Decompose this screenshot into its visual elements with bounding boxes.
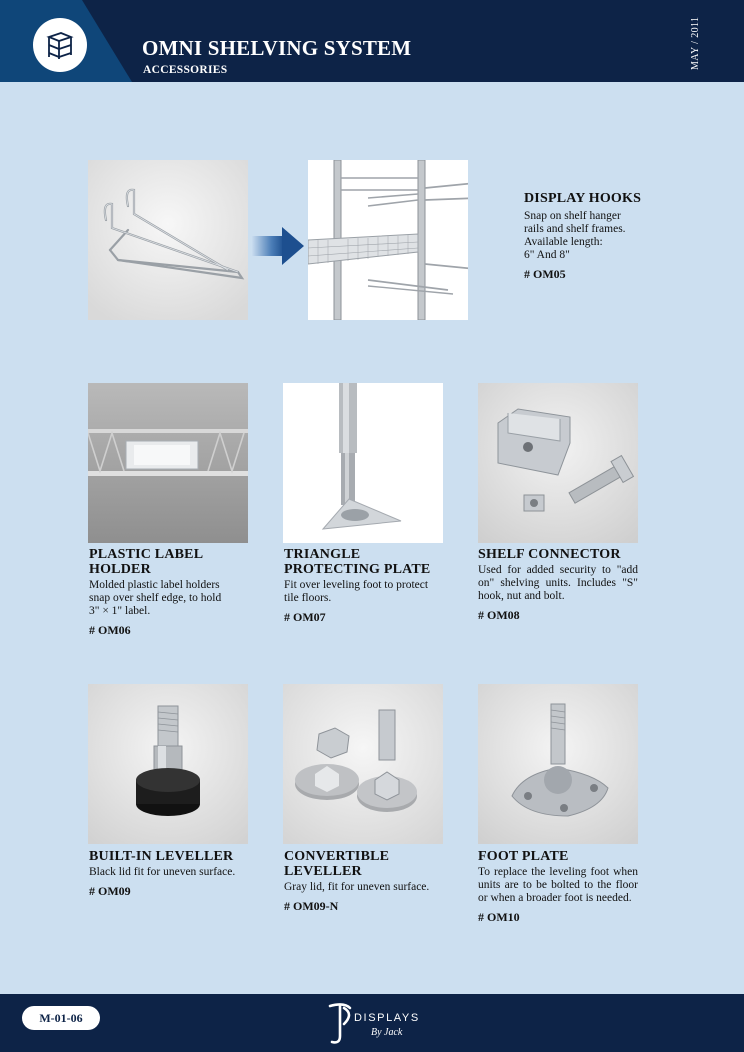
description-line: Available length: bbox=[524, 236, 603, 248]
page-code-badge: M-01-06 bbox=[22, 1006, 100, 1030]
shelving-unit-icon bbox=[45, 29, 75, 61]
product-code: # OM06 bbox=[89, 623, 131, 637]
title-line: TRIANGLE bbox=[284, 547, 361, 562]
description-line: tile floors. bbox=[284, 592, 332, 604]
product-code: # OM09 bbox=[89, 884, 131, 898]
product-description: Black lid fit for uneven surface. bbox=[89, 866, 236, 878]
product-code: # OM09-N bbox=[284, 899, 339, 913]
product-om09 bbox=[89, 849, 254, 899]
title-line: HOLDER bbox=[89, 562, 151, 577]
product-title bbox=[284, 849, 449, 879]
product-om09-n bbox=[284, 849, 449, 914]
product-om05 bbox=[524, 191, 724, 282]
brand-tagline: By Jack bbox=[371, 1027, 403, 1038]
triangle-protecting-plate-photo bbox=[283, 383, 443, 543]
title-line: CONVERTIBLE bbox=[284, 849, 390, 864]
product-title: SHELF CONNECTOR bbox=[478, 547, 621, 562]
product-title bbox=[284, 547, 454, 577]
product-code: # OM07 bbox=[284, 610, 326, 624]
built-in-leveller-photo bbox=[88, 684, 248, 844]
display-hook-photo bbox=[88, 160, 248, 320]
product-title bbox=[89, 547, 254, 577]
brand-name: DISPLAYS bbox=[354, 1012, 420, 1024]
shelf-connector-photo bbox=[478, 383, 638, 543]
convertible-leveller-photo bbox=[283, 684, 443, 844]
product-description: To replace the leveling foot when units are to be bolted to the floor or when a broader foot is needed. bbox=[478, 866, 638, 904]
product-description: Gray lid, fit for uneven surface. bbox=[284, 881, 430, 893]
title-line: PROTECTING PLATE bbox=[284, 562, 431, 577]
brand-mark-icon bbox=[324, 1000, 354, 1046]
product-om06 bbox=[89, 547, 254, 638]
description-line: Molded plastic label holders bbox=[89, 579, 220, 591]
issue-date: MAY / 2011 bbox=[690, 16, 701, 70]
description-line: 3" × 1" label. bbox=[89, 605, 151, 617]
description-line: Fit over leveling foot to protect bbox=[284, 579, 429, 591]
description-line: 6" And 8" bbox=[524, 249, 570, 261]
product-code: # OM05 bbox=[524, 267, 566, 281]
product-code: # OM10 bbox=[478, 910, 520, 924]
logo-badge bbox=[33, 18, 87, 72]
product-title: DISPLAY HOOKS bbox=[524, 191, 642, 206]
foot-plate-photo bbox=[478, 684, 638, 844]
product-description bbox=[284, 579, 454, 605]
product-om08 bbox=[478, 547, 638, 623]
product-om10 bbox=[478, 849, 638, 925]
description-line: rails and shelf frames. bbox=[524, 223, 626, 235]
product-description bbox=[89, 579, 254, 618]
display-hook-installed-photo bbox=[308, 160, 468, 320]
title-line: LEVELLER bbox=[284, 864, 362, 879]
page-title: OMNI SHELVING SYSTEM bbox=[142, 36, 412, 60]
product-title: BUILT-IN LEVELLER bbox=[89, 849, 234, 864]
page-subtitle: ACCESSORIES bbox=[143, 64, 228, 76]
plastic-label-holder-photo bbox=[88, 383, 248, 543]
product-description: Used for added security to "add on" shelving units. Includes "S" hook, nut and bolt. bbox=[478, 564, 638, 602]
product-title: FOOT PLATE bbox=[478, 849, 569, 864]
brand-logo bbox=[324, 1000, 424, 1046]
product-code: # OM08 bbox=[478, 608, 520, 622]
description-line: snap over shelf edge, to hold bbox=[89, 592, 222, 604]
product-description bbox=[524, 210, 724, 262]
product-om07 bbox=[284, 547, 454, 625]
arrow-right-icon bbox=[252, 227, 304, 265]
title-line: PLASTIC LABEL bbox=[89, 547, 204, 562]
description-line: Snap on shelf hanger bbox=[524, 210, 621, 222]
